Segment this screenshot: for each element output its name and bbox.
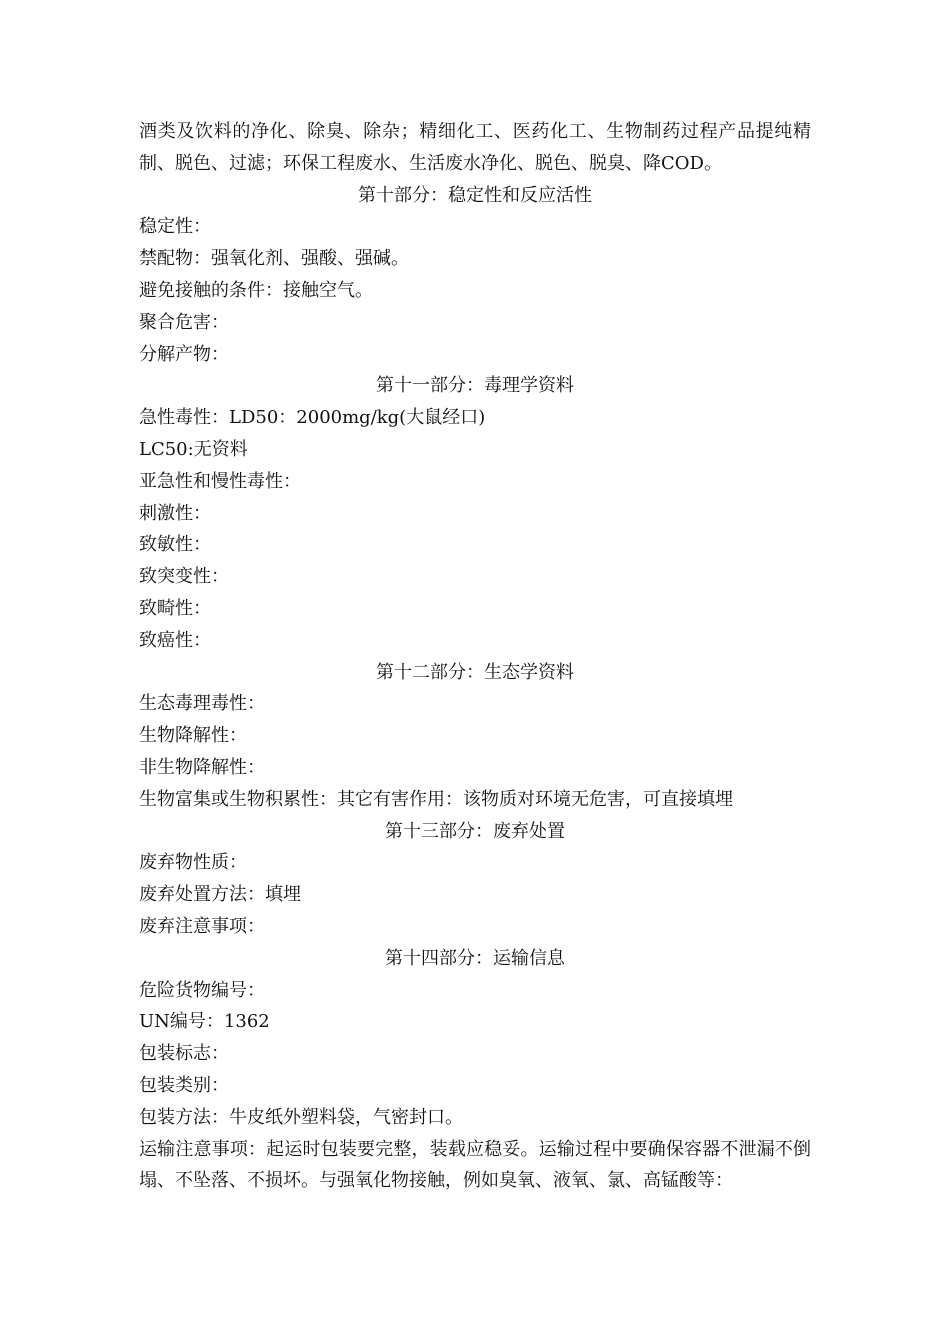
polymerization-line: 聚合危害： xyxy=(139,311,229,333)
disposal-notes-line: 废弃注意事项： xyxy=(139,915,265,937)
section-12-title: 第十二部分：生态学资料 xyxy=(376,661,574,683)
non-biodegradability-line: 非生物降解性： xyxy=(139,756,265,778)
un-number-line: UN编号：1362 xyxy=(139,1011,270,1033)
bioaccumulation-line: 生物富集或生物积累性：其它有害作用：该物质对环境无危害，可直接填埋 xyxy=(139,788,733,810)
sensitization-line: 致敏性： xyxy=(139,534,211,556)
section-11-title: 第十一部分：毒理学资料 xyxy=(376,375,574,397)
stability-line: 稳定性： xyxy=(139,216,211,238)
incompatible-line: 禁配物：强氧化剂、强酸、强碱。 xyxy=(139,248,409,270)
decomposition-line: 分解产物： xyxy=(139,343,229,365)
transport-notes-paragraph: 运输注意事项：起运时包装要完整，装载应稳妥。运输过程中要确保容器不泄漏不倒塌、不坠落、不损坏。与强氧化物接触，例如臭氧、液氧、氯、高锰酸等： xyxy=(139,1138,811,1192)
avoid-conditions-line: 避免接触的条件：接触空气。 xyxy=(139,279,373,301)
packing-label-line: 包装标志： xyxy=(139,1043,229,1065)
waste-nature-line: 废弃物性质： xyxy=(139,852,247,874)
biodegradability-line: 生物降解性： xyxy=(139,725,247,747)
mutagenicity-line: 致突变性： xyxy=(139,566,229,588)
section-10-title: 第十部分：稳定性和反应活性 xyxy=(358,184,592,206)
section-14-title: 第十四部分：运输信息 xyxy=(385,947,565,969)
irritation-line: 刺激性： xyxy=(139,502,211,524)
packing-category-line: 包装类别： xyxy=(139,1074,229,1096)
document-body xyxy=(139,116,811,1197)
lc50-line: LC50:无资料 xyxy=(139,438,248,460)
acute-toxicity-line: 急性毒性：LD50：2000mg/kg(大鼠经口) xyxy=(139,407,486,429)
teratogenicity-line: 致畸性： xyxy=(139,597,211,619)
intro-paragraph: 酒类及饮料的净化、除臭、除杂；精细化工、医药化工、生物制药过程产品提纯精制、脱色、过滤；环保工程废水、生活废水净化、脱色、脱臭、降COD。 xyxy=(139,121,811,174)
dangerous-goods-no-line: 危险货物编号： xyxy=(139,979,265,1001)
carcinogenicity-line: 致癌性： xyxy=(139,629,211,651)
packing-method-line: 包装方法：牛皮纸外塑料袋，气密封口。 xyxy=(139,1106,463,1128)
ecotoxicity-line: 生态毒理毒性： xyxy=(139,693,265,715)
disposal-method-line: 废弃处置方法：填埋 xyxy=(139,884,301,906)
section-13-title: 第十三部分：废弃处置 xyxy=(385,820,565,842)
subacute-line: 亚急性和慢性毒性： xyxy=(139,470,301,492)
